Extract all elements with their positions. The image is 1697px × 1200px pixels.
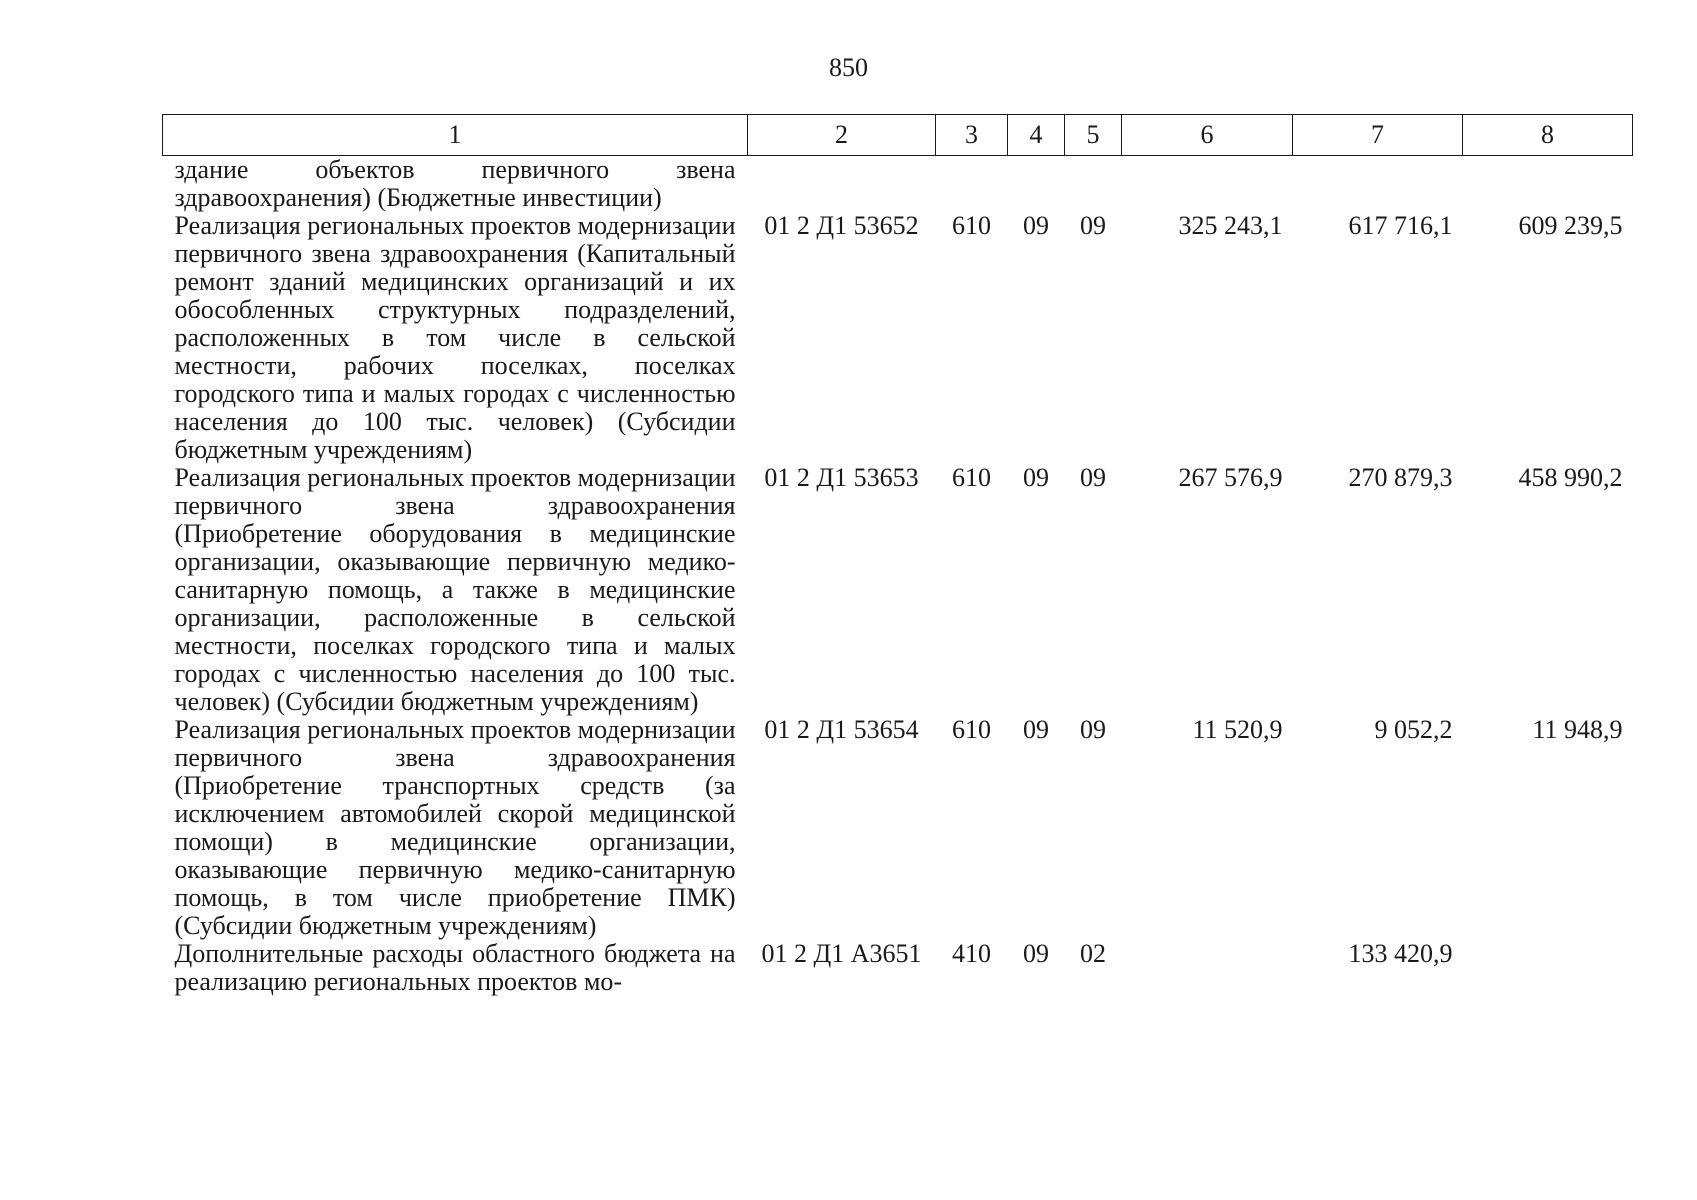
table-row — [163, 156, 1633, 213]
row-description: Реализация региональных проектов модернизации первичного звена здравоохранения (Капитальный ремонт зданий медицинских организаций и их обособленных структурных подразделений, расположенных в том числе в сельской местности, рабочих поселках, поселках городского типа и малых городах с численностью населения до 100 тыс. человек) (Субсидии бюджетным учреждениям) — [174, 211, 736, 464]
table-row — [163, 212, 1633, 464]
row-code: 01 2 Д1 53652 — [764, 211, 919, 240]
row-col-3: 610 — [952, 715, 991, 744]
row-col-4: 09 — [1023, 715, 1049, 744]
table-header — [163, 115, 1633, 156]
row-col-3: 410 — [952, 939, 991, 968]
row-col-7: 133 420,9 — [1348, 939, 1453, 968]
row-col-8: 609 239,5 — [1518, 211, 1623, 240]
header-row — [163, 115, 1633, 156]
row-description: Дополнительные расходы областного бюджета на реализацию региональных проектов мо- — [174, 939, 736, 996]
table-row — [163, 464, 1633, 716]
header-col-6: 6 — [1122, 115, 1293, 156]
row-col-5 — [1065, 156, 1122, 213]
row-description: Реализация региональных проектов модернизации первичного звена здравоохранения (Приобретение оборудования в медицинские организации, оказывающие первичную медико-санитарную помощь, а также в медицинские организации, расположенные в сельской местности, поселках городского типа и малых городах с численностью населения до 100 тыс. человек) (Субсидии бюджетным учреждениям) — [174, 463, 736, 716]
header-col-7: 7 — [1293, 115, 1463, 156]
row-col-3: 610 — [952, 211, 991, 240]
row-col-4 — [1008, 156, 1065, 213]
table-row — [163, 716, 1633, 940]
row-code: 01 2 Д1 53653 — [764, 463, 919, 492]
row-description: Реализация региональных проектов модернизации первичного звена здравоохранения (Приобретение транспортных средств (за исключением автомобилей скорой медицинской помощи) в медицинские организации, оказывающие первичную медико-санитарную помощь, в том числе приобретение ПМК) (Субсидии бюджетным учреждениям) — [174, 715, 736, 940]
row-col-6: 11 520,9 — [1192, 715, 1283, 744]
row-col-6: 267 576,9 — [1178, 463, 1283, 492]
row-col-5: 02 — [1080, 939, 1106, 968]
row-col-3: 610 — [952, 463, 991, 492]
header-col-5: 5 — [1065, 115, 1122, 156]
row-col-3 — [936, 156, 1008, 213]
row-code: 01 2 Д1 53654 — [764, 715, 919, 744]
row-col-5: 09 — [1080, 715, 1106, 744]
row-col-5: 09 — [1080, 463, 1106, 492]
header-col-2: 2 — [748, 115, 936, 156]
row-col-7: 617 716,1 — [1348, 211, 1453, 240]
row-col-6: 325 243,1 — [1178, 211, 1283, 240]
row-col-7 — [1293, 156, 1463, 213]
page-number: 850 — [829, 53, 868, 82]
row-code: 01 2 Д1 А3651 — [761, 939, 922, 968]
table-body — [163, 156, 1633, 997]
row-col-7: 270 879,3 — [1348, 463, 1453, 492]
header-col-3: 3 — [936, 115, 1008, 156]
table-row — [163, 940, 1633, 996]
row-col-8 — [1463, 156, 1633, 213]
row-col-4: 09 — [1023, 463, 1049, 492]
budget-table — [162, 114, 1633, 996]
row-col-8: 458 990,2 — [1518, 463, 1623, 492]
header-col-8: 8 — [1463, 115, 1633, 156]
header-col-4: 4 — [1008, 115, 1065, 156]
row-col-8 — [1463, 940, 1633, 996]
row-col-7: 9 052,2 — [1374, 715, 1453, 744]
row-code — [748, 156, 936, 213]
row-col-6 — [1122, 940, 1293, 996]
header-col-1: 1 — [163, 115, 748, 156]
row-description: здание объектов первичного звена здравоохранения) (Бюджетные инвестиции) — [174, 155, 736, 212]
row-col-4: 09 — [1023, 211, 1049, 240]
row-col-6 — [1122, 156, 1293, 213]
row-col-5: 09 — [1080, 211, 1106, 240]
row-col-4: 09 — [1023, 939, 1049, 968]
row-col-8: 11 948,9 — [1532, 715, 1623, 744]
